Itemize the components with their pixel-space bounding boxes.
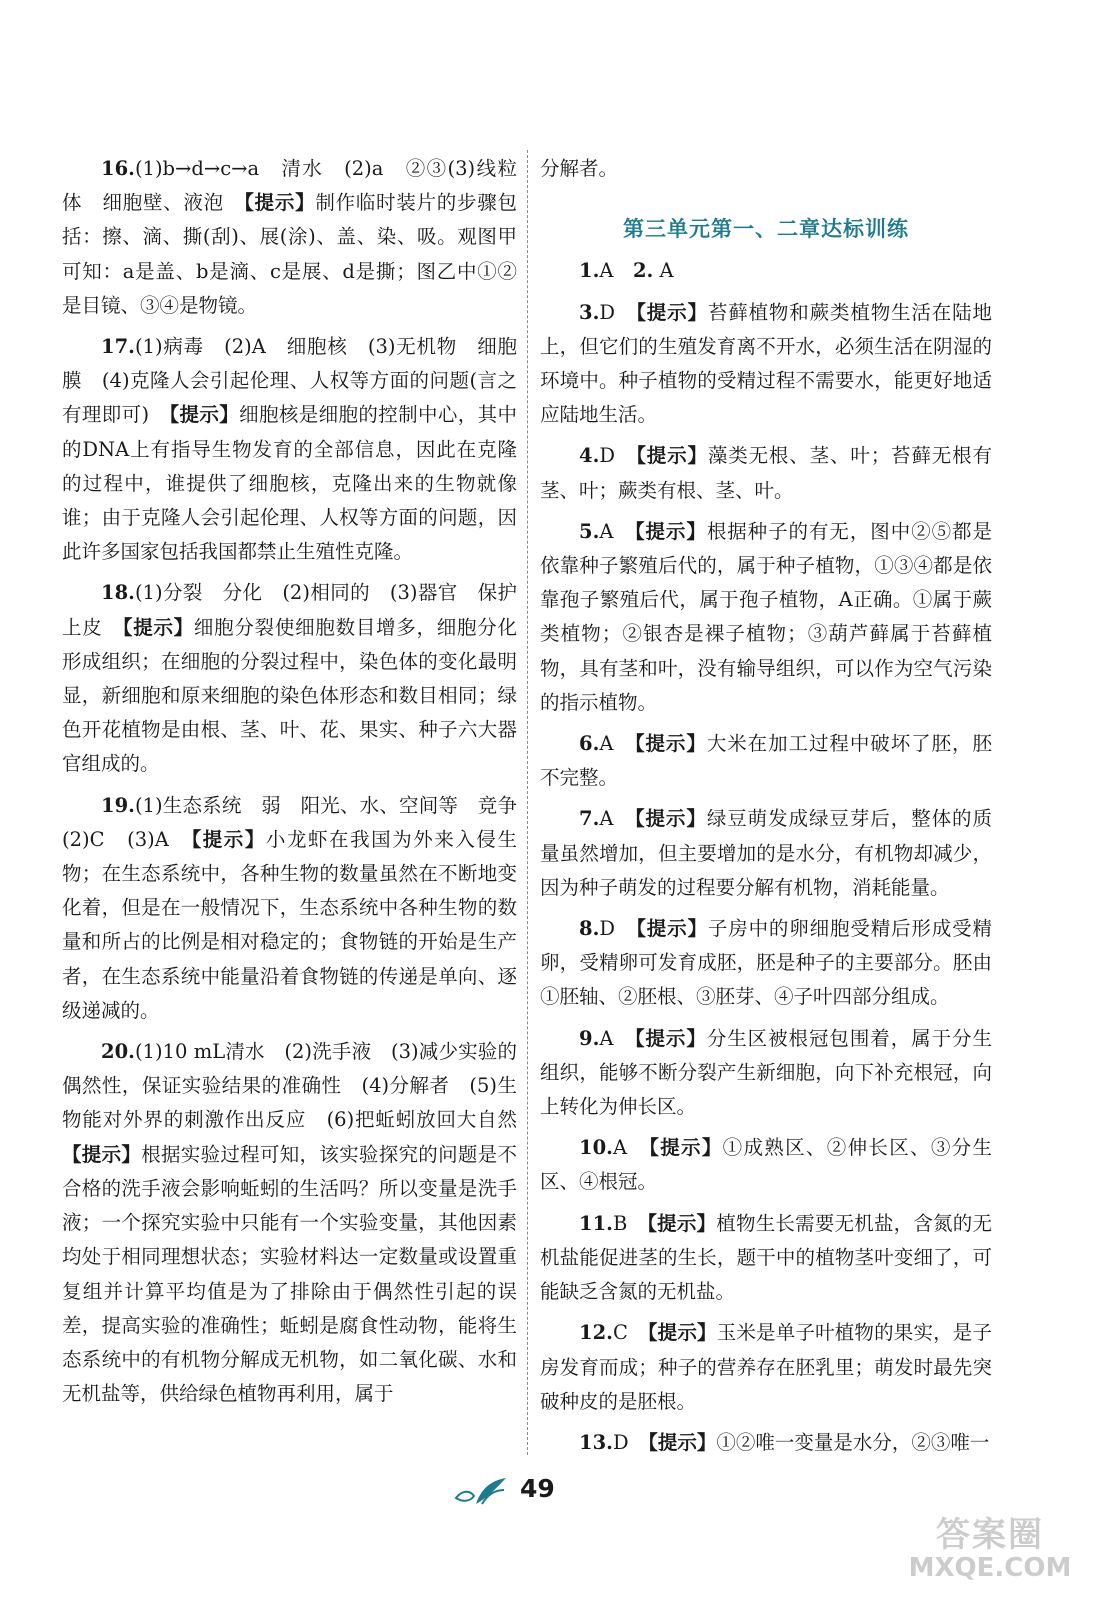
question-number: 2. [632,259,654,283]
answer-item [540,727,992,795]
answer-text: 藻类无根、茎、叶；苔藓无根有茎、叶；蕨类有根、茎、叶。 [540,444,992,502]
answer-text: 绿豆萌发成绿豆芽后，整体的质量虽然增加，但主要增加的是水分，有机物却减少，因为种子萌发的过程要分解有机物，消耗能量。 [540,807,992,899]
answer-list [540,254,992,1460]
answer-text: 植物生长需要无机盐，含氮的无机盐能促进茎的生长，题干中的植物茎叶变细了，可能缺乏含氮的无机盐。 [540,1211,992,1304]
answer-text: B [612,1211,648,1235]
answer-item [540,802,992,905]
answer-text: 细胞核是细胞的控制中心，其中的DNA上有指导生物发育的全部信息，因此在克隆的过程中，谁提供了细胞核，克隆出来的生物就像谁；由于克隆人会引起伦理、人权等方面的问题，因此许多国家包括我国都禁止生殖性克隆。 [62,403,517,564]
question-number: 20. [101,1040,135,1064]
question-number: 6. [579,732,600,756]
answer-text: 小龙虾在我国为外来入侵生物；在生态系统中，各种生物的数量虽然在不断地变化着，但是在一般情况下，生态系统中各种生物的数量和所占的比例是相对稳定的；食物链的开始是生产者，在生态系统中能量沿着食物链的传递是单向、逐级递减的。 [62,827,517,1022]
question-number: 16. [101,157,135,180]
answer-text: D [599,444,637,468]
right-column [540,152,992,1467]
hint-label: 【提示】 [636,444,708,468]
question-number: 10. [579,1136,613,1160]
question-number: 12. [579,1321,613,1345]
answer-text: 根据实验过程可知，该实验探究的问题是不合格的洗手液会影响蚯蚓的生活吗？所以变量是洗手液；一个探究实验中只能有一个实验变量，其他因素均处于相同理想状态；实验材料达一定数量或设置重复组并计算平均值是为了排除由于偶然性引起的误差，提高实验的准确性；蚯蚓是腐食性动物，能将生态系统中的有机物分解成无机物，如二氧化碳、水和无机盐等，供给绿色植物再利用，属于 [62,1142,517,1406]
question-number: 11. [579,1211,613,1235]
answer-text: A [599,1026,635,1050]
question-number: 8. [579,917,600,941]
hint-label: 【提示】 [649,1136,723,1160]
answer-item [540,254,992,288]
answer-text: D [599,300,637,324]
answer-text: 分生区被根冠包围着，属于分生组织，能够不断分裂产生新细胞，向下补充根冠，向上转化为伸长区。 [540,1026,992,1119]
hint-label: 【提示】 [634,519,707,543]
hint-label: 【提示】 [634,807,707,831]
watermark [885,1505,1095,1595]
hint-label: 【提示】 [647,1321,717,1345]
answer-text: A [612,1136,650,1160]
answer-item [540,1207,992,1310]
answer-item [540,439,992,507]
question-number: 19. [101,793,135,817]
answer-item [540,1426,992,1460]
answer-item [62,576,537,781]
answer-item [540,1131,992,1199]
answer-text: 大米在加工过程中破坏了胚，胚不完整。 [540,732,992,790]
hint-label: 【提示】 [169,403,240,427]
answer-text: (1)分裂 分化 (2)相同的 (3)器官 保护 上皮 [62,581,537,639]
answer-item [540,1022,992,1125]
left-column [62,152,537,1418]
answer-text: A [599,519,635,543]
answer-item [62,1035,537,1411]
answer-item [540,912,992,1015]
answer-text: 细胞分裂使细胞数目增多，细胞分化形成组织；在细胞的分裂过程中，染色体的变化最明显，新细胞和原来细胞的染色体形态和数目相同；绿色开花植物是由根、茎、叶、花、果实、种子六大器官组成的。 [62,615,517,776]
section-title: 第三单元第一、二章达标训练 [623,216,909,242]
question-number: 17. [101,335,135,359]
watermark-url: MXQE.COM [908,1553,1072,1583]
page-number: 49 [520,1474,555,1503]
answer-text: C [612,1321,648,1345]
hint-label: 【提示】 [648,1430,717,1454]
answer-item [540,515,992,720]
answer-text: A [599,259,633,283]
answer-text: (1)b→d→c→a 清水 (2)a ②③(3)线粒体 细胞壁、液泡 [62,157,517,215]
answer-text: 玉米是单子叶植物的果实，是子房发育而成；种子的营养存在胚乳里；萌发时最先突破种皮的是胚根。 [540,1321,992,1413]
answer-text: 根据种子的有无，图中②⑤都是依靠种子繁殖后代的，属于种子植物，①③④都是依靠孢子繁殖后代，属于孢子植物，A正确。①属于蕨类植物；②银杏是裸子植物；③葫芦藓属于苔藓植物，具有茎和叶，没有输导组织，可以作为空气污染的指示植物。 [540,519,992,714]
answer-text: (1)病毒 (2)A 细胞核 (3)无机物 细胞膜 (4)克隆人会引起伦理、人权等方面的问题(言之有理即可) [62,335,517,427]
answer-item [62,330,517,569]
hint-label: 【提示】 [122,615,194,639]
hint-label: 【提示】 [62,1142,142,1166]
answer-text: A [599,732,635,756]
question-number: 3. [579,300,600,324]
hint-label: 【提示】 [634,732,707,756]
hint-label: 【提示】 [191,827,266,851]
answer-item [540,296,992,433]
leaf-ornament-icon [452,1476,510,1508]
hint-label: 【提示】 [647,1211,717,1235]
hint-label: 【提示】 [636,300,708,324]
answer-text: 苔藓植物和蕨类植物生活在陆地上，但它们的生殖发育离不开水，必须生活在阴湿的环境中。种子植物的受精过程不需要水，能更好地适应陆地生活。 [540,300,992,427]
question-number: 18. [101,581,135,605]
question-number: 9. [579,1026,600,1050]
hint-label: 【提示】 [634,1026,707,1050]
question-number: 4. [579,444,600,468]
hint-label: 【提示】 [636,917,708,941]
answer-text: (1)10 mL清水 (2)洗手液 (3)减少实验的偶然性，保证实验结果的准确性 (4)分解者 (5)生物能对外界的刺激作出反应 (6)把蚯蚓放回大自然 [62,1040,537,1132]
question-number: 1. [579,259,600,283]
hint-label: 【提示】 [244,191,316,215]
answer-item [540,1316,992,1419]
answer-item [62,789,537,1028]
answer-text: ①②唯一变量是水分，②③唯一 [716,1430,990,1454]
answer-text: ①成熟区、②伸长区、③分生区、④根冠。 [540,1136,992,1194]
question-number: 7. [579,807,600,831]
answer-text: 制作临时装片的步骤包括：擦、滴、撕(刮)、展(涂)、盖、染、吸。观图甲可知：a是盖、b是滴、c是展、d是撕；图乙中①②是目镜、③④是物镜。 [62,191,517,317]
question-number: 5. [579,519,600,543]
column-divider [527,150,528,1455]
continuation-text: 分解者。 [540,157,619,180]
answer-text: D [612,1430,649,1454]
answer-text: 子房中的卵细胞受精后形成受精卵，受精卵可发育成胚，胚是种子的主要部分。胚由①胚轴、②胚根、③胚芽、④子叶四部分组成。 [540,917,992,1009]
answer-text: A [599,807,635,831]
answer-item [62,152,517,323]
answer-text: (1)生态系统 弱 阳光、水、空间等 竞争 (2)C (3)A [62,793,537,851]
watermark-text: 答案圈 [936,1515,1044,1555]
question-number: 13. [579,1430,613,1454]
answer-text: A [653,259,674,283]
answer-text: D [599,917,637,941]
